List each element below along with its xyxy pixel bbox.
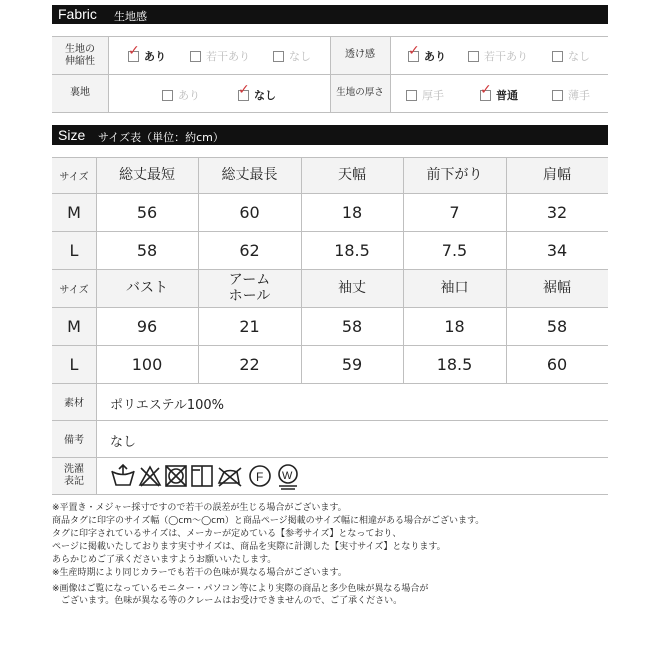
sheer-option-no[interactable] — [552, 48, 590, 64]
size-subtitle: サイズ表（単位：約cm） — [98, 131, 224, 144]
note-line: あらかじめご了承くださいますようお願いいたします。 — [52, 555, 277, 565]
no-bleach-icon — [140, 467, 160, 486]
option-label: なし — [568, 50, 590, 63]
fabric-divider-center — [330, 36, 331, 112]
checkbox[interactable] — [190, 51, 201, 62]
t2-row-m-cell: 21 — [239, 316, 260, 336]
note-line: ※画像はご覧になっているモニター・パソコン等により実際の商品と多少色味が異なる場合が — [52, 584, 429, 594]
option-label: あり — [178, 89, 200, 102]
t2-row-l-cell: 22 — [239, 354, 260, 374]
fabric-title: Fabric — [58, 6, 97, 22]
option-label: 若干あり — [484, 50, 528, 63]
t2-row-m-cell: 96 — [136, 316, 158, 336]
t1-row-l-cell: 7.5 — [441, 240, 468, 260]
no-tumble-dry-icon — [166, 466, 186, 486]
t2-header-cuff: 袖口 — [440, 280, 469, 296]
low-iron-icon — [219, 468, 241, 486]
option-label: 若干あり — [206, 50, 250, 63]
size-line — [52, 420, 608, 421]
size-line — [52, 383, 608, 384]
checkbox[interactable] — [552, 90, 563, 101]
thickness-option-normal[interactable] — [480, 81, 518, 103]
note-line: ございます。色味が異なる等のクレームはお受けできませんので、ご了承ください。 — [52, 596, 403, 606]
checkbox[interactable] — [408, 42, 420, 62]
remarks-label: 備考 — [64, 435, 84, 446]
size-title: Size — [58, 127, 86, 143]
t1-header-neck-width: 天幅 — [338, 167, 366, 183]
t1-row-m-cell: 56 — [136, 202, 158, 222]
t2-row-l-cell: 59 — [341, 354, 363, 374]
stretch-option-no[interactable] — [273, 48, 311, 64]
t2-header-sleeve-length: 袖丈 — [338, 280, 366, 296]
sheer-option-slight[interactable] — [468, 48, 528, 64]
care-label — [52, 464, 96, 488]
checkbox[interactable] — [273, 51, 284, 62]
stretch-label — [52, 44, 108, 68]
care-label-line2: 表記 — [64, 476, 84, 487]
fabric-header-bar — [52, 5, 608, 24]
option-label: なし — [289, 50, 311, 63]
t1-header-max-length: 総丈最長 — [221, 167, 278, 183]
t1-header-shoulder: 肩幅 — [543, 167, 571, 183]
hand-wash-30-icon — [112, 465, 134, 485]
t1-row-l-cell: 62 — [239, 240, 260, 260]
sheer-option-yes[interactable] — [408, 42, 446, 64]
checkbox[interactable] — [552, 51, 563, 62]
lining-option-no[interactable] — [238, 81, 276, 103]
t1-row-m-cell: 7 — [449, 202, 460, 222]
size-header-bar — [52, 125, 608, 145]
svg-text:W: W — [282, 470, 293, 482]
material-value: ポリエステル100% — [110, 398, 224, 413]
note-line: タグに印字されているサイズは、メーカーが定めている【参考サイズ】となっており、 — [52, 529, 402, 539]
t1-row-m-cell: 60 — [239, 202, 260, 222]
lining-label: 裏地 — [70, 87, 90, 98]
thickness-label: 生地の厚さ — [336, 87, 384, 98]
dry-clean-f-icon — [250, 466, 270, 486]
t2-row-m-cell: 58 — [546, 316, 568, 336]
option-label: 薄手 — [568, 89, 590, 102]
sheerness-label: 透け感 — [345, 49, 375, 60]
t1-header-size: サイズ — [59, 171, 89, 183]
check-mark-icon: ✓ — [128, 42, 140, 59]
fabric-line-bottom — [52, 112, 608, 113]
note-line: ページに掲載いたしております実寸サイズは、商品を実際に計測した【実寸サイズ】となります。 — [52, 542, 446, 552]
t2-row-m-size: M — [67, 316, 81, 336]
t1-row-l-cell: 58 — [136, 240, 158, 260]
t2-row-m-cell: 18 — [444, 316, 465, 336]
option-label: あり — [424, 50, 446, 63]
t1-header-min-length: 総丈最短 — [119, 167, 175, 183]
t2-row-m-cell: 58 — [341, 316, 363, 336]
checkbox[interactable] — [128, 42, 140, 62]
t2-header-hem-width: 裾幅 — [543, 280, 571, 296]
fabric-divider-left — [108, 36, 109, 112]
t1-row-m-cell: 32 — [546, 202, 568, 222]
t2-row-l-size: L — [69, 354, 79, 374]
size-line — [52, 457, 608, 458]
checkbox[interactable] — [468, 51, 479, 62]
size-line — [52, 494, 608, 495]
t2-header-bust: バスト — [126, 280, 168, 296]
t1-row-m-size: M — [67, 202, 81, 222]
note-line: ※生産時期により同じカラーでも若干の色味が異なる場合がございます。 — [52, 568, 347, 578]
checkbox[interactable] — [162, 90, 173, 101]
note-line: 商品タグに印字のサイズ幅（◯cm〜◯cm）と商品ページ掲載のサイズ幅に相違がある場合がございます。 — [52, 516, 485, 526]
care-label-line1: 洗濯 — [64, 464, 84, 475]
t1-row-l-cell: 18.5 — [334, 240, 370, 260]
t1-row-l-cell: 34 — [546, 240, 568, 260]
thickness-option-thin[interactable] — [552, 87, 590, 103]
t1-row-l-size: L — [69, 240, 79, 260]
t1-header-front-drop: 前下がり — [426, 167, 483, 183]
material-label: 素材 — [64, 398, 84, 409]
checkbox[interactable] — [480, 81, 492, 101]
t2-row-l-cell: 18.5 — [436, 354, 473, 374]
t2-header-size: サイズ — [59, 284, 89, 296]
note-line: ※平置き・メジャー採寸ですので若干の誤差が生じる場合がございます。 — [52, 503, 347, 513]
svg-text:F: F — [256, 470, 264, 484]
fabric-subtitle: 生地感 — [114, 10, 147, 23]
option-label: 普通 — [496, 89, 518, 102]
check-mark-icon: ✓ — [238, 81, 250, 98]
checkbox[interactable] — [238, 81, 250, 101]
thickness-option-thick[interactable] — [406, 87, 444, 103]
t2-row-l-cell: 100 — [131, 354, 163, 374]
t2-row-l-cell: 60 — [546, 354, 568, 374]
wet-clean-w-icon — [279, 465, 297, 489]
option-label: あり — [144, 50, 166, 63]
stretch-option-slight[interactable] — [190, 48, 250, 64]
stretch-label-line1: 生地の — [65, 44, 95, 55]
check-mark-icon: ✓ — [480, 81, 492, 98]
care-icons — [110, 461, 320, 491]
stretch-option-yes[interactable] — [128, 42, 166, 64]
t1-row-m-cell: 18 — [341, 202, 363, 222]
fabric-divider-right — [390, 36, 391, 112]
t2-header-armhole: アーム ホール — [228, 272, 271, 304]
lining-option-yes[interactable] — [162, 87, 200, 103]
check-mark-icon: ✓ — [408, 42, 420, 59]
option-label: なし — [254, 89, 276, 102]
option-label: 厚手 — [422, 89, 444, 102]
line-dry-icon — [192, 466, 212, 486]
checkbox[interactable] — [406, 90, 417, 101]
stretch-label-line2: 伸縮性 — [65, 56, 95, 67]
remarks-value: なし — [110, 435, 137, 450]
